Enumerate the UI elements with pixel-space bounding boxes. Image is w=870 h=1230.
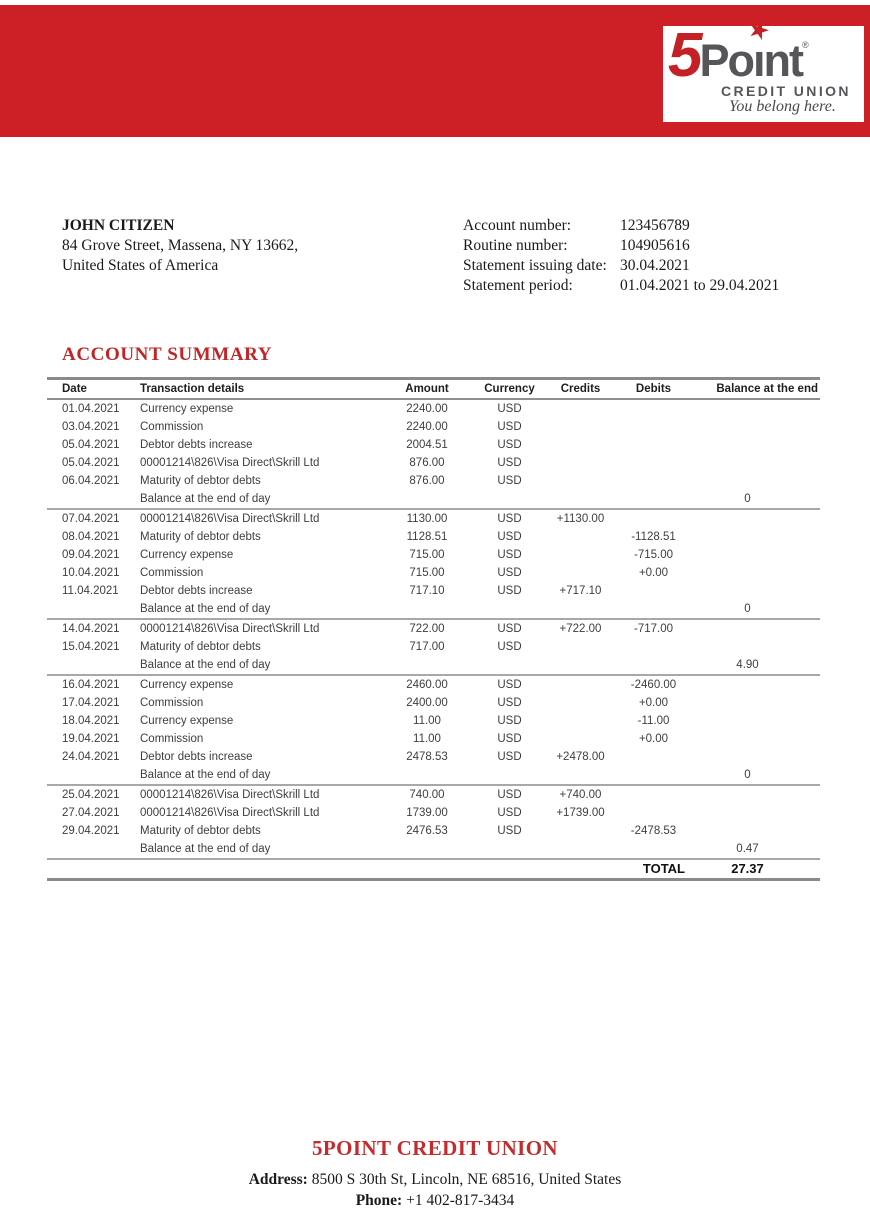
column-header-amount: Amount: [387, 379, 477, 399]
cell-amount: 2476.53: [406, 824, 448, 837]
cell-debits: -1128.51: [631, 530, 676, 543]
cell-currency: USD: [497, 530, 522, 543]
cell-balance: 0.47: [705, 840, 820, 859]
cell-amount: 11.00: [413, 714, 441, 727]
account-info-value: 104905616: [620, 237, 690, 254]
transaction-row: [47, 472, 820, 490]
cell-balance: [705, 619, 820, 638]
cell-balance: [705, 730, 820, 748]
cell-date: 05.04.2021: [62, 456, 120, 469]
cell-details: Commission: [140, 696, 204, 709]
cell-credits: +722.00: [559, 622, 602, 635]
cell-currency: USD: [497, 402, 522, 415]
cell-credits: [552, 546, 627, 564]
cell-credits: [552, 822, 627, 840]
cell-date: 01.04.2021: [62, 402, 120, 415]
cell-details: Balance at the end of day: [137, 840, 387, 859]
cell-balance: 0: [705, 600, 820, 619]
cell-amount: 715.00: [409, 566, 445, 579]
cell-currency: USD: [497, 732, 522, 745]
cell-date: 03.04.2021: [62, 420, 120, 433]
cell-details: 00001214\826\Visa Direct\Skrill Ltd: [140, 456, 320, 469]
cell-amount: 2240.00: [406, 402, 448, 415]
cell-balance: [705, 638, 820, 656]
cell-details: Maturity of debtor debts: [140, 824, 261, 837]
account-info-label: Statement issuing date:: [463, 257, 607, 274]
cell-credits: [552, 528, 627, 546]
cell-currency: USD: [497, 806, 522, 819]
total-value: 27.37: [705, 859, 820, 880]
cell-debits: [627, 804, 705, 822]
cell-details: Commission: [140, 732, 204, 745]
total-label: TOTAL: [552, 859, 705, 880]
transaction-row: [47, 546, 820, 564]
transactions-body: [47, 399, 820, 859]
cell-currency: USD: [497, 622, 522, 635]
cell-details: Currency expense: [140, 714, 234, 727]
cell-debits: -717.00: [633, 622, 673, 635]
cell-currency: USD: [497, 750, 522, 763]
cell-credits: [552, 600, 627, 619]
cell-debits: [627, 656, 705, 675]
cell-currency: USD: [497, 474, 522, 487]
cell-date: 05.04.2021: [62, 438, 120, 451]
cell-details: Debtor debts increase: [140, 584, 253, 597]
cell-debits: [627, 418, 705, 436]
cell-balance: [705, 748, 820, 766]
cell-currency: [477, 766, 552, 785]
cell-details: Commission: [140, 420, 204, 433]
table-header: [47, 379, 820, 399]
cell-balance: [705, 509, 820, 528]
logo-letter-i: ★ ı: [745, 14, 771, 86]
cell-balance: [705, 454, 820, 472]
cell-currency: USD: [497, 788, 522, 801]
customer-address-line1: 84 Grove Street, Massena, NY 13662,: [62, 237, 299, 254]
cell-date: [47, 490, 137, 509]
cell-balance: [705, 804, 820, 822]
cell-debits: [627, 472, 705, 490]
customer-address-line2: United States of America: [62, 257, 219, 274]
header-red-band: [0, 5, 870, 137]
transaction-row: [47, 712, 820, 730]
cell-amount: [387, 490, 477, 509]
cell-amount: 2400.00: [406, 696, 448, 709]
footer-address: [0, 1171, 870, 1189]
footer-phone-label: Phone:: [355, 1192, 403, 1209]
cell-amount: 2240.00: [406, 420, 448, 433]
cell-details: 00001214\826\Visa Direct\Skrill Ltd: [140, 806, 320, 819]
total-row: [47, 859, 820, 880]
cell-details: Currency expense: [140, 548, 234, 561]
cell-balance: [705, 785, 820, 804]
cell-currency: USD: [497, 714, 522, 727]
transaction-row: [47, 399, 820, 418]
transaction-row: [47, 675, 820, 694]
transaction-row: [47, 454, 820, 472]
cell-balance: [705, 399, 820, 418]
cell-balance: [705, 675, 820, 694]
account-info-block: [463, 216, 779, 296]
cell-amount: 11.00: [413, 732, 441, 745]
cell-balance: [705, 528, 820, 546]
cell-currency: [477, 600, 552, 619]
transaction-row: [47, 564, 820, 582]
cell-date: 11.04.2021: [62, 584, 119, 597]
footer-phone: [0, 1192, 870, 1210]
cell-balance: [705, 472, 820, 490]
footer-phone-value: +1 402-817-3434: [402, 1192, 515, 1209]
cell-date: 18.04.2021: [62, 714, 120, 727]
cell-debits: -715.00: [633, 548, 673, 561]
cell-date: 17.04.2021: [62, 696, 120, 709]
cell-credits: [552, 656, 627, 675]
logo-word-start: Po: [699, 35, 753, 86]
cell-credits: [552, 490, 627, 509]
transaction-row: [47, 418, 820, 436]
column-header-debits: Debits: [627, 379, 705, 399]
cell-details: Balance at the end of day: [137, 490, 387, 509]
cell-currency: USD: [497, 438, 522, 451]
cell-amount: 722.00: [409, 622, 445, 635]
cell-balance: [705, 418, 820, 436]
transaction-row: [47, 804, 820, 822]
cell-balance: [705, 546, 820, 564]
transaction-row: [47, 638, 820, 656]
account-info-value: 01.04.2021 to 29.04.2021: [620, 277, 780, 294]
cell-details: Debtor debts increase: [140, 438, 253, 451]
cell-credits: [552, 564, 627, 582]
registered-mark-icon: ®: [802, 40, 809, 50]
cell-balance: [705, 694, 820, 712]
cell-currency: USD: [497, 640, 522, 653]
account-info-label: Statement period:: [463, 277, 573, 294]
cell-date: 09.04.2021: [62, 548, 120, 561]
cell-amount: 717.10: [409, 584, 445, 597]
transaction-row: [47, 822, 820, 840]
cell-details: Maturity of debtor debts: [140, 530, 261, 543]
star-icon: ★: [745, 14, 771, 45]
cell-credits: [552, 712, 627, 730]
cell-debits: [627, 785, 705, 804]
cell-credits: +740.00: [559, 788, 602, 801]
cell-date: 08.04.2021: [62, 530, 120, 543]
transactions-table: [47, 377, 820, 881]
cell-amount: 1739.00: [406, 806, 448, 819]
cell-amount: 2460.00: [406, 678, 448, 691]
cell-date: [47, 656, 137, 675]
account-info-label: Routine number:: [463, 237, 568, 254]
transaction-row: [47, 509, 820, 528]
cell-debits: [627, 638, 705, 656]
cell-debits: -2478.53: [630, 824, 677, 837]
credit-union-logo: [663, 14, 864, 122]
cell-amount: 717.00: [409, 640, 445, 653]
cell-amount: 1128.51: [406, 530, 448, 543]
cell-date: 27.04.2021: [62, 806, 120, 819]
footer-bank-name: 5POINT CREDIT UNION: [311, 1136, 559, 1160]
cell-credits: +717.10: [559, 584, 602, 597]
cell-credits: +2478.00: [556, 750, 605, 763]
cell-currency: USD: [497, 456, 522, 469]
cell-amount: 2004.51: [406, 438, 448, 451]
cell-currency: USD: [497, 548, 522, 561]
account-summary-title: ACCOUNT SUMMARY: [62, 344, 273, 365]
cell-credits: [552, 694, 627, 712]
cell-currency: USD: [497, 512, 522, 525]
cell-debits: [627, 399, 705, 418]
cell-balance: [705, 712, 820, 730]
cell-details: Currency expense: [140, 678, 234, 691]
transaction-row: [47, 528, 820, 546]
cell-amount: [387, 656, 477, 675]
cell-details: Balance at the end of day: [137, 600, 387, 619]
cell-details: Balance at the end of day: [137, 656, 387, 675]
cell-currency: USD: [497, 678, 522, 691]
cell-debits: [627, 436, 705, 454]
account-info-value: 123456789: [620, 217, 690, 234]
cell-debits: [627, 766, 705, 785]
transaction-row: [47, 730, 820, 748]
column-header-transaction-details: Transaction details: [137, 379, 387, 399]
cell-debits: +0.00: [638, 566, 669, 579]
transaction-row: [47, 785, 820, 804]
cell-amount: [387, 600, 477, 619]
cell-debits: -2460.00: [630, 678, 677, 691]
cell-currency: USD: [497, 566, 522, 579]
transaction-row: [47, 619, 820, 638]
cell-date: 07.04.2021: [62, 512, 120, 525]
cell-date: 24.04.2021: [62, 750, 120, 763]
cell-balance: 4.90: [705, 656, 820, 675]
cell-details: 00001214\826\Visa Direct\Skrill Ltd: [140, 788, 320, 801]
cell-balance: 0: [705, 490, 820, 509]
cell-balance: [705, 564, 820, 582]
cell-date: 14.04.2021: [62, 622, 120, 635]
cell-currency: USD: [497, 824, 522, 837]
logo-tagline: You belong here.: [729, 98, 836, 115]
account-info-row: [463, 256, 779, 276]
logo-word-end: nt: [763, 35, 802, 86]
balance-of-day-row: [47, 600, 820, 619]
cell-currency: [477, 490, 552, 509]
cell-amount: 740.00: [409, 788, 445, 801]
cell-credits: [552, 436, 627, 454]
transaction-row: [47, 748, 820, 766]
cell-date: 06.04.2021: [62, 474, 120, 487]
cell-credits: [552, 638, 627, 656]
cell-date: [47, 600, 137, 619]
customer-name: JOHN CITIZEN: [62, 217, 175, 234]
cell-date: 10.04.2021: [62, 566, 120, 579]
cell-amount: 876.00: [409, 456, 445, 469]
cell-details: 00001214\826\Visa Direct\Skrill Ltd: [140, 512, 320, 525]
cell-date: 29.04.2021: [62, 824, 120, 837]
logo-number-5: 5: [668, 21, 700, 90]
cell-credits: +1739.00: [556, 806, 605, 819]
transaction-row: [47, 582, 820, 600]
total-row-spacer: [47, 859, 552, 880]
cell-amount: 876.00: [409, 474, 445, 487]
cell-details: 00001214\826\Visa Direct\Skrill Ltd: [140, 622, 320, 635]
account-info-label: Account number:: [463, 217, 572, 234]
cell-debits: +0.00: [638, 696, 669, 709]
cell-credits: [552, 766, 627, 785]
cell-credits: +1130.00: [556, 512, 605, 525]
cell-debits: [627, 490, 705, 509]
customer-block: [62, 216, 298, 276]
balance-of-day-row: [47, 840, 820, 859]
cell-debits: [627, 600, 705, 619]
cell-amount: 715.00: [409, 548, 445, 561]
cell-currency: [477, 656, 552, 675]
cell-credits: [552, 472, 627, 490]
cell-balance: [705, 436, 820, 454]
cell-currency: USD: [497, 420, 522, 433]
cell-debits: [627, 509, 705, 528]
cell-debits: [627, 582, 705, 600]
cell-debits: +0.00: [638, 732, 669, 745]
cell-details: Balance at the end of day: [137, 766, 387, 785]
cell-date: [47, 766, 137, 785]
cell-balance: [705, 822, 820, 840]
cell-amount: [387, 840, 477, 859]
cell-date: 19.04.2021: [62, 732, 120, 745]
cell-debits: [627, 454, 705, 472]
cell-date: 16.04.2021: [62, 678, 120, 691]
cell-credits: [552, 730, 627, 748]
cell-date: 15.04.2021: [62, 640, 120, 653]
cell-currency: USD: [497, 584, 522, 597]
logo-wordmark: [668, 14, 809, 90]
cell-credits: [552, 675, 627, 694]
transaction-row: [47, 436, 820, 454]
column-header-balance: Balance at the end: [705, 379, 820, 399]
account-info-row: [463, 216, 779, 236]
balance-of-day-row: [47, 656, 820, 675]
cell-credits: [552, 399, 627, 418]
cell-debits: -11.00: [637, 714, 670, 727]
cell-debits: [627, 748, 705, 766]
account-info-row: [463, 276, 779, 296]
cell-credits: [552, 418, 627, 436]
cell-amount: 2478.53: [406, 750, 448, 763]
account-info-value: 30.04.2021: [620, 257, 690, 274]
account-info-row: [463, 236, 779, 256]
balance-of-day-row: [47, 490, 820, 509]
cell-details: Currency expense: [140, 402, 234, 415]
footer-address-value: 8500 S 30th St, Lincoln, NE 68516, United States: [307, 1171, 622, 1188]
cell-currency: USD: [497, 696, 522, 709]
cell-balance: 0: [705, 766, 820, 785]
cell-credits: [552, 840, 627, 859]
cell-debits: [627, 840, 705, 859]
transaction-row: [47, 694, 820, 712]
logo-subtitle: CREDIT UNION: [721, 83, 851, 99]
column-header-date: Date: [47, 379, 137, 399]
cell-amount: 1130.00: [406, 512, 448, 525]
footer-address-label: Address:: [248, 1171, 308, 1188]
cell-balance: [705, 582, 820, 600]
cell-currency: [477, 840, 552, 859]
cell-date: 25.04.2021: [62, 788, 120, 801]
cell-details: Maturity of debtor debts: [140, 474, 261, 487]
column-header-credits: Credits: [552, 379, 627, 399]
balance-of-day-row: [47, 766, 820, 785]
cell-credits: [552, 454, 627, 472]
cell-date: [47, 840, 137, 859]
cell-details: Commission: [140, 566, 204, 579]
cell-details: Debtor debts increase: [140, 750, 253, 763]
column-header-currency: Currency: [477, 379, 552, 399]
cell-amount: [387, 766, 477, 785]
cell-details: Maturity of debtor debts: [140, 640, 261, 653]
